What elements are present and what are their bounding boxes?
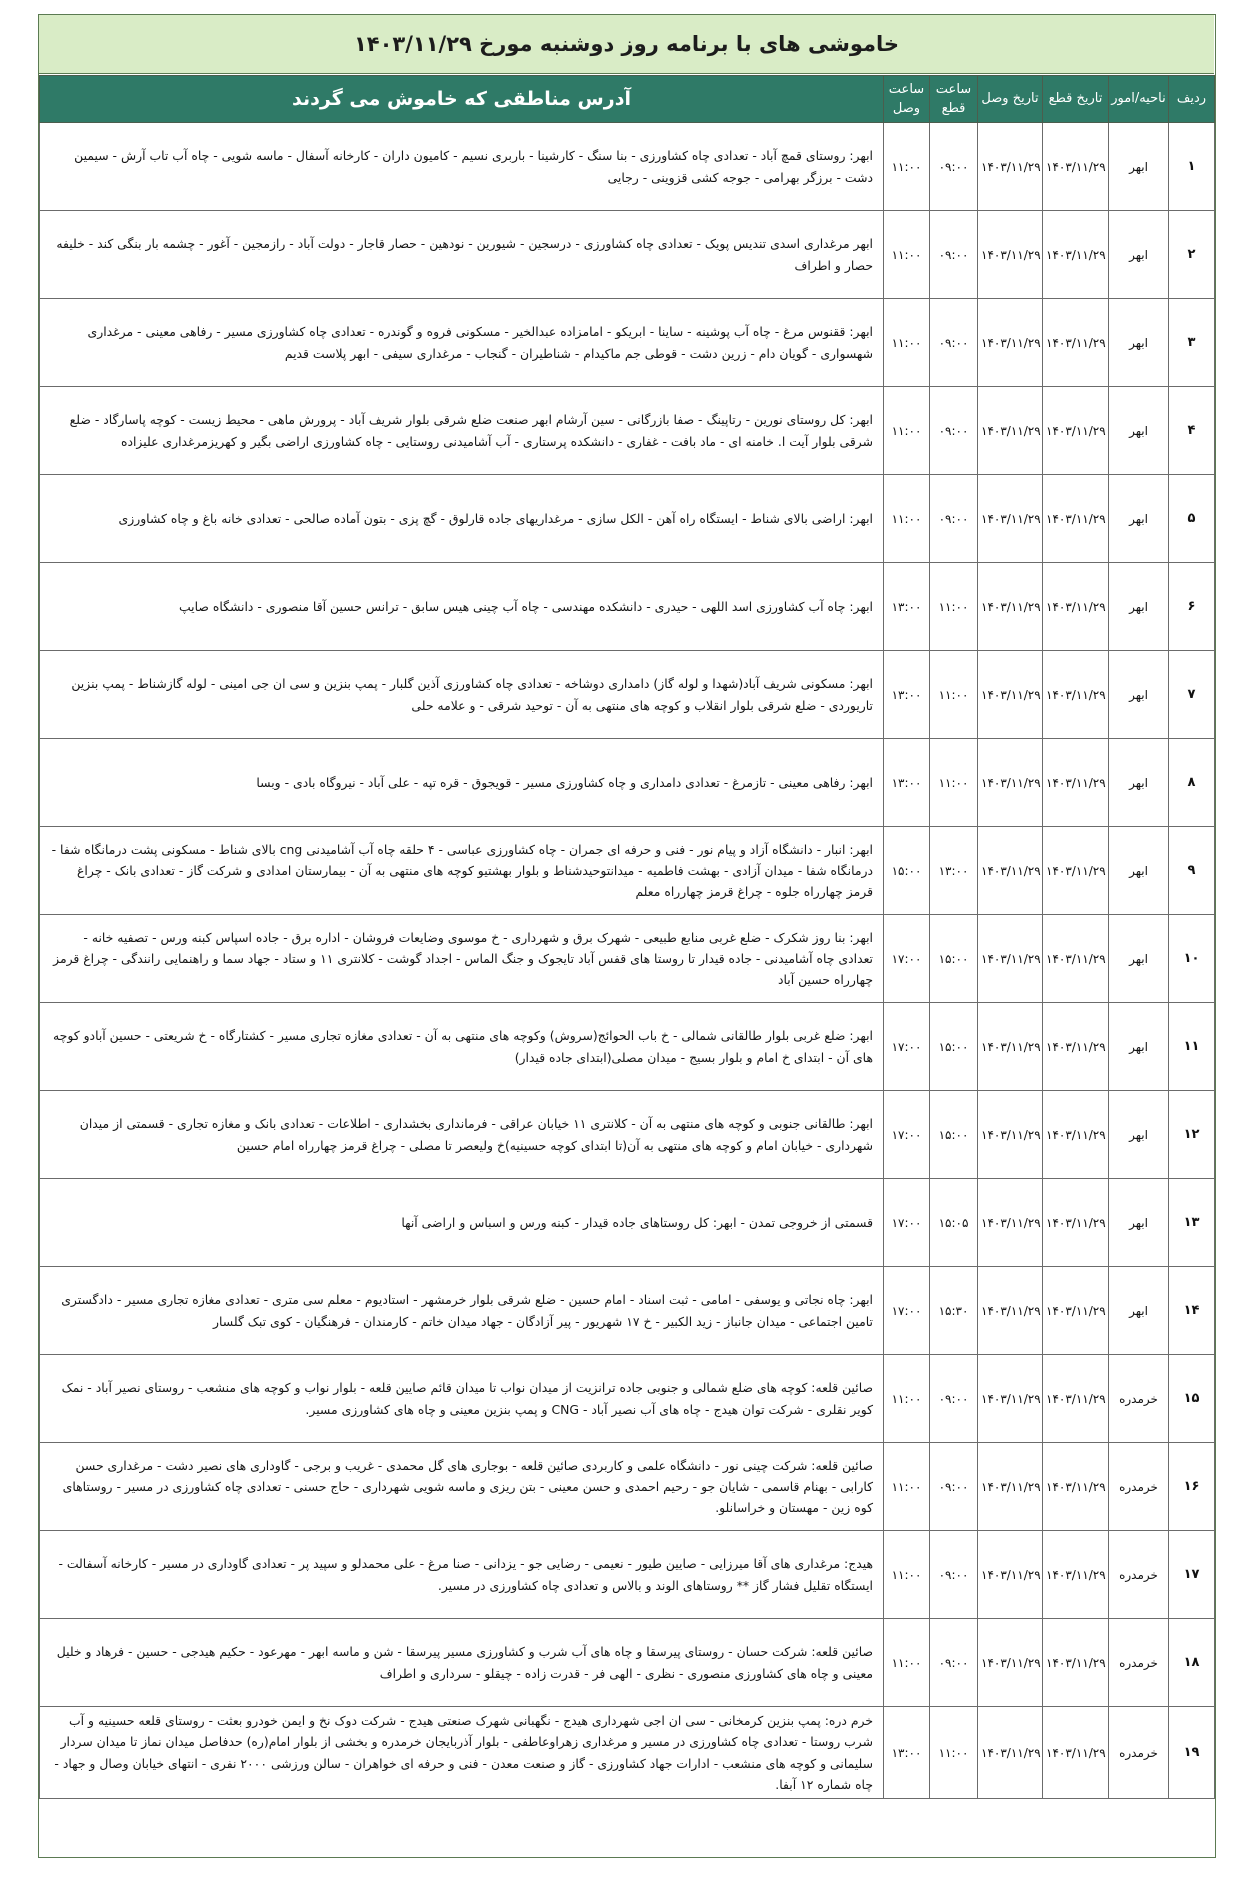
- area-cell: ابهر: [1109, 651, 1169, 739]
- connect-time-cell: ۱۵:۰۰: [884, 827, 930, 915]
- area-cell: خرمدره: [1109, 1355, 1169, 1443]
- row-number: ۱۷: [1169, 1531, 1215, 1619]
- connect-time-cell: ۱۱:۰۰: [884, 1531, 930, 1619]
- row-number: ۲: [1169, 211, 1215, 299]
- address-cell: هیدج: مرغداری های آقا میرزایی - صایین طیور - نعیمی - رضایی جو - یزدانی - صنا مرغ - علی محمدلو و سپید پر - تعدادی گاوداری در مسیر - کارخانه آسفالت - ایستگاه تقلیل فشار گاز ** روستاهای الوند و بالاس و تعدادی چاه کشاورزی در مسیر.: [40, 1531, 884, 1619]
- table-row: [40, 651, 1215, 739]
- cut-time-cell: ۱۵:۰۰: [930, 915, 978, 1003]
- cut-date-cell: ۱۴۰۳/۱۱/۲۹: [1043, 475, 1109, 563]
- address-cell: ابهر: چاه آب کشاورزی اسد اللهی - حیدری - دانشکده مهندسی - چاه آب چینی هیس سابق - ترانس حسین آقا منصوری - دانشگاه صایپ: [40, 563, 884, 651]
- row-number: ۳: [1169, 299, 1215, 387]
- col-header-cut-date: تاریخ قطع: [1043, 76, 1109, 123]
- cut-date-cell: ۱۴۰۳/۱۱/۲۹: [1043, 1355, 1109, 1443]
- address-cell: ابهر مرغداری اسدی تندیس پویک - تعدادی چاه کشاورزی - درسجین - شیورین - نودهین - حصار قاجار - دولت آباد - رازمجین - آغور - چشمه بار بنگی کند - خلیفه حصار و اطراف: [40, 211, 884, 299]
- cut-date-cell: ۱۴۰۳/۱۱/۲۹: [1043, 1707, 1109, 1799]
- table-row: [40, 1619, 1215, 1707]
- cut-time-cell: ۰۹:۰۰: [930, 299, 978, 387]
- area-cell: ابهر: [1109, 1179, 1169, 1267]
- area-cell: ابهر: [1109, 211, 1169, 299]
- table-row: [40, 475, 1215, 563]
- address-cell: ابهر: اراضی بالای شناط - ایستگاه راه آهن - الکل سازی - مرغداریهای جاده قارلوق - گچ پزی - بتون آماده صالحی - تعدادی خانه باغ و چاه کشاورزی: [40, 475, 884, 563]
- row-number: ۱۲: [1169, 1091, 1215, 1179]
- table-row: [40, 739, 1215, 827]
- col-header-connect-time: ساعت وصل: [884, 76, 930, 123]
- cut-time-cell: ۱۱:۰۰: [930, 739, 978, 827]
- row-number: ۱۸: [1169, 1619, 1215, 1707]
- connect-date-cell: ۱۴۰۳/۱۱/۲۹: [978, 1003, 1043, 1091]
- row-number: ۱۵: [1169, 1355, 1215, 1443]
- cut-time-cell: ۱۳:۰۰: [930, 827, 978, 915]
- connect-date-cell: ۱۴۰۳/۱۱/۲۹: [978, 1619, 1043, 1707]
- address-cell: قسمتی از خروجی تمدن - ابهر: کل روستاهای جاده قیدار - کبنه ورس و اسباس و اراضی آنها: [40, 1179, 884, 1267]
- connect-time-cell: ۱۷:۰۰: [884, 915, 930, 1003]
- cut-time-cell: ۱۱:۰۰: [930, 1707, 978, 1799]
- area-cell: ابهر: [1109, 1267, 1169, 1355]
- address-cell: ابهر: ضلع غربی بلوار طالقانی شمالی - خ باب الحوائج(سروش) وکوچه های منتهی به آن - تعدادی مغازه تجاری مسیر - کشتارگاه - خ شریعتی - حسین آبادو کوچه های آن - ابتدای خ امام و بلوار بسیج - میدان مصلی(ابتدای جاده قیدار): [40, 1003, 884, 1091]
- connect-time-cell: ۱۷:۰۰: [884, 1267, 930, 1355]
- connect-date-cell: ۱۴۰۳/۱۱/۲۹: [978, 1179, 1043, 1267]
- connect-date-cell: ۱۴۰۳/۱۱/۲۹: [978, 299, 1043, 387]
- row-number: ۱۳: [1169, 1179, 1215, 1267]
- connect-time-cell: ۱۱:۰۰: [884, 387, 930, 475]
- cut-time-cell: ۰۹:۰۰: [930, 475, 978, 563]
- connect-time-cell: ۱۷:۰۰: [884, 1179, 930, 1267]
- cut-date-cell: ۱۴۰۳/۱۱/۲۹: [1043, 1443, 1109, 1531]
- address-cell: ابهر: کل روستای نورین - رتاپینگ - صفا بازرگانی - سین آرشام ابهر صنعت ضلع شرقی بلوار شریف آباد - پرورش ماهی - محیط زیست - کوچه پاسارگاد - ضلع شرقی بلوار آیت ا. خامنه ای - ماد بافت - غفاری - دانشکده پرستاری - آب آشامیدنی روستایی - چاه کشاورزی اراضی بگیر و کهریزمرغداری علیزاده: [40, 387, 884, 475]
- connect-time-cell: ۱۱:۰۰: [884, 475, 930, 563]
- area-cell: ابهر: [1109, 915, 1169, 1003]
- row-number: ۱۰: [1169, 915, 1215, 1003]
- connect-date-cell: ۱۴۰۳/۱۱/۲۹: [978, 1443, 1043, 1531]
- cut-date-cell: ۱۴۰۳/۱۱/۲۹: [1043, 1179, 1109, 1267]
- row-number: ۵: [1169, 475, 1215, 563]
- cut-date-cell: ۱۴۰۳/۱۱/۲۹: [1043, 739, 1109, 827]
- table-row: [40, 1091, 1215, 1179]
- connect-time-cell: ۱۳:۰۰: [884, 739, 930, 827]
- cut-time-cell: ۱۵:۰۰: [930, 1091, 978, 1179]
- cut-date-cell: ۱۴۰۳/۱۱/۲۹: [1043, 827, 1109, 915]
- cut-time-cell: ۰۹:۰۰: [930, 211, 978, 299]
- row-number: ۷: [1169, 651, 1215, 739]
- row-number: ۱: [1169, 123, 1215, 211]
- address-cell: ابهر: بنا روز شکرک - ضلع غربی منابع طبیعی - شهرک برق و شهرداری - خ موسوی وضایعات فروشان - اداره برق - جاده اسپاس کبنه ورس - تصفیه خانه - تعدادی چاه آشامیدنی - جاده قیدار تا روستا های قفس آباد تایجوک و جنگ الماس - اجداد گوشت - کلانتری ۱۱ و ستاد - جهاد سما و راهنمایی رانندگی - چراغ قرمز چهارراه حسین آباد: [40, 915, 884, 1003]
- cut-date-cell: ۱۴۰۳/۱۱/۲۹: [1043, 123, 1109, 211]
- table-row: [40, 1707, 1215, 1799]
- cut-time-cell: ۱۵:۰۵: [930, 1179, 978, 1267]
- row-number: ۱۱: [1169, 1003, 1215, 1091]
- cut-time-cell: ۰۹:۰۰: [930, 123, 978, 211]
- connect-time-cell: ۱۷:۰۰: [884, 1003, 930, 1091]
- cut-time-cell: ۰۹:۰۰: [930, 1443, 978, 1531]
- area-cell: خرمدره: [1109, 1443, 1169, 1531]
- connect-date-cell: ۱۴۰۳/۱۱/۲۹: [978, 211, 1043, 299]
- area-cell: خرمدره: [1109, 1531, 1169, 1619]
- area-cell: ابهر: [1109, 1091, 1169, 1179]
- address-cell: ابهر: انبار - دانشگاه آزاد و پیام نور - فنی و حرفه ای جمران - چاه کشاورزی عباسی - ۴ حلقه چاه آب آشامیدنی cng بالای شناط - مسکونی پشت درمانگاه شفا - درمانگاه شفا - میدان آزادی - بهشت فاطمیه - میدانتوحیدشناط و بلوار بهشتیو کوچه های منتهی به آن - بیمارستان امدادی و شرکت گاز - تعدادی بانک - چراغ قرمز چهارراه جلوه - چراغ قرمز چهارراه معلم: [40, 827, 884, 915]
- table-row: [40, 1355, 1215, 1443]
- connect-time-cell: ۱۳:۰۰: [884, 651, 930, 739]
- connect-time-cell: ۱۱:۰۰: [884, 1355, 930, 1443]
- area-cell: ابهر: [1109, 387, 1169, 475]
- col-header-connect-date: تاریخ وصل: [978, 76, 1043, 123]
- row-number: ۴: [1169, 387, 1215, 475]
- cut-date-cell: ۱۴۰۳/۱۱/۲۹: [1043, 915, 1109, 1003]
- connect-date-cell: ۱۴۰۳/۱۱/۲۹: [978, 387, 1043, 475]
- address-cell: خرم دره: پمپ بنزین کرمخانی - سی ان اجی شهرداری هیدج - نگهبانی شهرک صنعتی هیدج - شرکت دوک نخ و ایمن خودرو بعثت - روستای قلعه حسینیه و آب شرب روستا - تعدادی چاه کشاورزی در مسیر و مرغداری زهراوعاطفی - بلوار آذربایجان خرمدره و بخشی از بلوار امام(ره) حدفاصل میدان نماز تا میدان سردار سلیمانی و کوچه های منشعب - ادارات جهاد کشاورزی - گاز و صنعت معدن - فنی و حرفه ای خواهران - سالن ورزشی ۲۰۰۰ نفری - انتهای خیابان وصال و جهاد - چاه شماره ۱۲ آبفا.: [40, 1707, 884, 1799]
- col-header-area: ناحیه/امور: [1109, 76, 1169, 123]
- connect-date-cell: ۱۴۰۳/۱۱/۲۹: [978, 915, 1043, 1003]
- area-cell: ابهر: [1109, 739, 1169, 827]
- row-number: ۸: [1169, 739, 1215, 827]
- connect-date-cell: ۱۴۰۳/۱۱/۲۹: [978, 1707, 1043, 1799]
- table-row: [40, 1443, 1215, 1531]
- connect-time-cell: ۱۳:۰۰: [884, 563, 930, 651]
- area-cell: خرمدره: [1109, 1707, 1169, 1799]
- connect-date-cell: ۱۴۰۳/۱۱/۲۹: [978, 475, 1043, 563]
- row-number: ۹: [1169, 827, 1215, 915]
- cut-date-cell: ۱۴۰۳/۱۱/۲۹: [1043, 1267, 1109, 1355]
- outage-table: [39, 75, 1215, 1799]
- cut-date-cell: ۱۴۰۳/۱۱/۲۹: [1043, 211, 1109, 299]
- address-cell: ابهر: ققنوس مرغ - چاه آب پوشینه - ساینا - ابریکو - امامزاده عبدالخیر - مسکونی فروه و گوندره - تعدادی چاه کشاورزی مسیر - رفاهی معینی - مرغداری شهسواری - گویان دام - زرین دشت - قوطی جم ماکیدام - شناطیران - گنجاب - مرغداری سیفی - ابهر پلاست قدیم: [40, 299, 884, 387]
- col-header-cut-time: ساعت قطع: [930, 76, 978, 123]
- address-cell: ابهر: طالقانی جنوبی و کوچه های منتهی به آن - کلانتری ۱۱ خیابان عراقی - فرمانداری بخشداری - اطلاعات - تعدادی بانک و مغازه تجاری - قسمتی از میدان شهرداری - خیابان امام و کوچه های منتهی به آن(تا ابتدای کوچه حسینیه)خ ولیعصر تا مصلی - چراغ قرمز چهارراه امام حسین: [40, 1091, 884, 1179]
- area-cell: ابهر: [1109, 123, 1169, 211]
- table-row: [40, 211, 1215, 299]
- connect-date-cell: ۱۴۰۳/۱۱/۲۹: [978, 123, 1043, 211]
- connect-time-cell: ۱۱:۰۰: [884, 1619, 930, 1707]
- address-cell: صائین قلعه: شرکت حسان - روستای پیرسقا و چاه های آب شرب و کشاورزی مسیر پیرسقا - شن و ماسه ابهر - مهرعود - حکیم هیدجی - حسین - فرهاد و خلیل معینی و چاه های کشاورزی منصوری - نظری - الهی فر - قدرت زاده - چیقلو - سرداری و اطراف: [40, 1619, 884, 1707]
- col-header-row-number: ردیف: [1169, 76, 1215, 123]
- area-cell: ابهر: [1109, 827, 1169, 915]
- cut-time-cell: ۱۱:۰۰: [930, 563, 978, 651]
- cut-time-cell: ۰۹:۰۰: [930, 387, 978, 475]
- table-row: [40, 915, 1215, 1003]
- col-header-address: آدرس مناطقی که خاموش می گردند: [40, 76, 884, 123]
- table-header-row: [40, 76, 1215, 123]
- table-row: [40, 1179, 1215, 1267]
- cut-time-cell: ۰۹:۰۰: [930, 1619, 978, 1707]
- row-number: ۶: [1169, 563, 1215, 651]
- connect-date-cell: ۱۴۰۳/۱۱/۲۹: [978, 739, 1043, 827]
- row-number: ۱۶: [1169, 1443, 1215, 1531]
- cut-date-cell: ۱۴۰۳/۱۱/۲۹: [1043, 387, 1109, 475]
- table-row: [40, 1531, 1215, 1619]
- cut-date-cell: ۱۴۰۳/۱۱/۲۹: [1043, 651, 1109, 739]
- area-cell: ابهر: [1109, 1003, 1169, 1091]
- connect-date-cell: ۱۴۰۳/۱۱/۲۹: [978, 827, 1043, 915]
- connect-time-cell: ۱۱:۰۰: [884, 123, 930, 211]
- area-cell: ابهر: [1109, 475, 1169, 563]
- connect-date-cell: ۱۴۰۳/۱۱/۲۹: [978, 1355, 1043, 1443]
- connect-time-cell: ۱۱:۰۰: [884, 1443, 930, 1531]
- connect-date-cell: ۱۴۰۳/۱۱/۲۹: [978, 1531, 1043, 1619]
- page-title: خاموشی های با برنامه روز دوشنبه مورخ ۱۴۰۳/۱۱/۲۹: [39, 15, 1214, 74]
- cut-time-cell: ۱۵:۰۰: [930, 1003, 978, 1091]
- outage-sheet: [38, 14, 1216, 1858]
- cut-date-cell: ۱۴۰۳/۱۱/۲۹: [1043, 1091, 1109, 1179]
- cut-date-cell: ۱۴۰۳/۱۱/۲۹: [1043, 299, 1109, 387]
- address-cell: ابهر: روستای قمچ آباد - تعدادی چاه کشاورزی - بنا سنگ - کارشینا - باربری نسیم - کامیون داران - کارخانه آسفال - ماسه شویی - چاه آب تاب آرش - سیمین دشت - برزگر بهرامی - جوجه کشی قزوینی - رجایی: [40, 123, 884, 211]
- connect-time-cell: ۱۳:۰۰: [884, 1707, 930, 1799]
- cut-date-cell: ۱۴۰۳/۱۱/۲۹: [1043, 1003, 1109, 1091]
- cut-time-cell: ۱۱:۰۰: [930, 651, 978, 739]
- connect-date-cell: ۱۴۰۳/۱۱/۲۹: [978, 1267, 1043, 1355]
- area-cell: ابهر: [1109, 563, 1169, 651]
- row-number: ۱۹: [1169, 1707, 1215, 1799]
- address-cell: ابهر: رفاهی معینی - تازمرغ - تعدادی دامداری و چاه کشاورزی مسیر - قویجوق - قره تپه - علی آباد - نیروگاه بادی - وبسا: [40, 739, 884, 827]
- table-row: [40, 1003, 1215, 1091]
- connect-date-cell: ۱۴۰۳/۱۱/۲۹: [978, 1091, 1043, 1179]
- cut-time-cell: ۱۵:۳۰: [930, 1267, 978, 1355]
- cut-time-cell: ۰۹:۰۰: [930, 1355, 978, 1443]
- address-cell: صائین قلعه: شرکت چینی نور - دانشگاه علمی و کاربردی صائین قلعه - بوجاری های گل محمدی - غریب و برجی - گاوداری های نصیر دشت - مرغداری حسن کارابی - بهنام قاسمی - شایان جو - رحیم احمدی و حسن معینی - بتن ریزی و ماسه شویی شهرداری - حاج حسنی - تعدادی چاه کشاورزی در مسیر - روستاهای کوه زین - مهستان و خراسانلو.: [40, 1443, 884, 1531]
- connect-date-cell: ۱۴۰۳/۱۱/۲۹: [978, 563, 1043, 651]
- row-number: ۱۴: [1169, 1267, 1215, 1355]
- address-cell: ابهر: چاه نجاتی و یوسفی - امامی - ثبت اسناد - امام حسین - ضلع شرقی بلوار خرمشهر - استادیوم - معلم سی متری - تعدادی مغازه تجاری مسیر - دادگستری تامین اجتماعی - میدان جانباز - زید الکبیر - خ ۱۷ شهریور - پیر آزادگان - جهاد میدان خاتم - کارمندان - فرهنگیان - کوی تبک گلسار: [40, 1267, 884, 1355]
- cut-time-cell: ۰۹:۰۰: [930, 1531, 978, 1619]
- connect-time-cell: ۱۱:۰۰: [884, 211, 930, 299]
- table-row: [40, 1267, 1215, 1355]
- area-cell: خرمدره: [1109, 1619, 1169, 1707]
- connect-time-cell: ۱۷:۰۰: [884, 1091, 930, 1179]
- address-cell: ابهر: مسکونی شریف آباد(شهدا و لوله گاز) دامداری دوشاخه - تعدادی چاه کشاورزی آذین گلبار - پمپ بنزین و سی ان جی امینی - لوله گازشناط - پمپ بنزین تاریوردی - ضلع شرقی بلوار انقلاب و کوچه های منتهی به آن - توحید شرقی - و علامه حلی: [40, 651, 884, 739]
- cut-date-cell: ۱۴۰۳/۱۱/۲۹: [1043, 1619, 1109, 1707]
- address-cell: صائین قلعه: کوچه های ضلع شمالی و جنوبی جاده ترانزیت از میدان نواب تا میدان قائم صایین قلعه - بلوار نواب و کوچه های منشعب - روستای نصیر آباد - نمک کویر نقلری - شرکت توان هیدج - چاه های آب نصیر آباد - CNG و پمپ بنزین معینی و چاه های کشاورزی مسیر.: [40, 1355, 884, 1443]
- area-cell: ابهر: [1109, 299, 1169, 387]
- table-row: [40, 299, 1215, 387]
- connect-time-cell: ۱۱:۰۰: [884, 299, 930, 387]
- connect-date-cell: ۱۴۰۳/۱۱/۲۹: [978, 651, 1043, 739]
- cut-date-cell: ۱۴۰۳/۱۱/۲۹: [1043, 1531, 1109, 1619]
- table-row: [40, 387, 1215, 475]
- cut-date-cell: ۱۴۰۳/۱۱/۲۹: [1043, 563, 1109, 651]
- table-row: [40, 827, 1215, 915]
- table-row: [40, 563, 1215, 651]
- table-row: [40, 123, 1215, 211]
